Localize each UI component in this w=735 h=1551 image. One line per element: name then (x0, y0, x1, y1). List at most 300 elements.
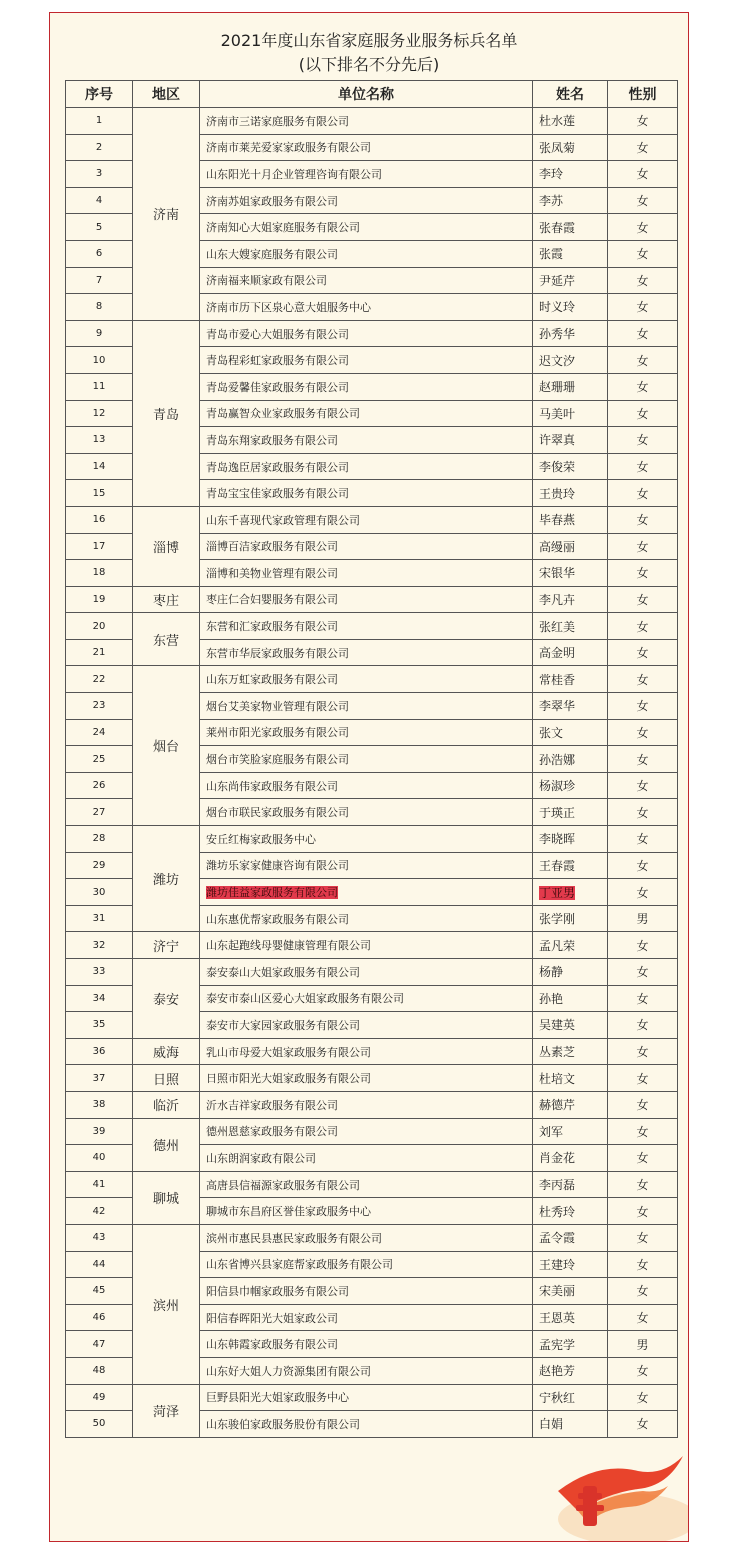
cell-no: 35 (66, 1012, 133, 1039)
cell-person-name (533, 852, 608, 879)
person-name-text: 孙秀华 (539, 327, 576, 342)
cell-unit (200, 506, 533, 533)
cell-gender: 女 (608, 1065, 678, 1092)
cell-no: 7 (66, 267, 133, 294)
cell-region: 菏泽 (133, 1384, 200, 1437)
unit-name-text: 安丘红梅家政服务中心 (206, 832, 316, 846)
cell-no: 45 (66, 1278, 133, 1305)
table-row (66, 1171, 678, 1198)
cell-unit (200, 639, 533, 666)
cell-unit (200, 347, 533, 374)
cell-person-name (533, 1384, 608, 1411)
cell-unit (200, 1278, 533, 1305)
cell-no: 20 (66, 613, 133, 640)
cell-gender: 女 (608, 1171, 678, 1198)
cell-person-name (533, 560, 608, 587)
cell-gender: 女 (608, 240, 678, 267)
unit-name-text: 青岛宝宝佳家政服务有限公司 (206, 487, 349, 501)
cell-gender: 女 (608, 560, 678, 587)
person-name-text: 丁亚男 (539, 885, 576, 900)
cell-unit (200, 134, 533, 161)
cell-unit (200, 932, 533, 959)
unit-name-text: 青岛爱馨佳家政服务有限公司 (206, 380, 349, 394)
cell-no: 15 (66, 480, 133, 507)
table-body (66, 108, 678, 1438)
cell-no: 9 (66, 320, 133, 347)
cell-gender: 女 (608, 267, 678, 294)
cell-person-name (533, 1331, 608, 1358)
cell-gender: 男 (608, 905, 678, 932)
cell-no: 10 (66, 347, 133, 374)
cell-person-name (533, 1224, 608, 1251)
cell-gender: 女 (608, 719, 678, 746)
person-name-text: 孟令霞 (539, 1231, 576, 1246)
cell-unit (200, 1065, 533, 1092)
cell-no: 28 (66, 826, 133, 853)
cell-no: 12 (66, 400, 133, 427)
person-name-text: 张春霞 (539, 220, 576, 235)
cell-gender: 女 (608, 1384, 678, 1411)
person-name-text: 孟宪学 (539, 1337, 576, 1352)
person-name-text: 白娟 (539, 1417, 564, 1432)
cell-person-name (533, 533, 608, 560)
cell-person-name (533, 320, 608, 347)
cell-unit (200, 746, 533, 773)
cell-unit (200, 905, 533, 932)
unit-name-text: 山东省博兴县家庭帮家政服务有限公司 (206, 1258, 393, 1272)
table-row (66, 932, 678, 959)
cell-region: 滨州 (133, 1224, 200, 1384)
cell-no: 3 (66, 161, 133, 188)
person-name-text: 许翠真 (539, 433, 576, 448)
unit-name-text: 枣庄仁合妇婴服务有限公司 (206, 593, 338, 607)
cell-person-name (533, 1198, 608, 1225)
cell-person-name (533, 1357, 608, 1384)
cell-unit (200, 1357, 533, 1384)
cell-unit (200, 1145, 533, 1172)
cell-no: 40 (66, 1145, 133, 1172)
cell-gender: 女 (608, 852, 678, 879)
cell-no: 13 (66, 427, 133, 454)
unit-name-text: 烟台市联民家政服务有限公司 (206, 806, 349, 820)
cell-gender: 女 (608, 693, 678, 720)
cell-unit (200, 1384, 533, 1411)
cell-unit (200, 1251, 533, 1278)
cell-no: 39 (66, 1118, 133, 1145)
person-name-text: 杨淑珍 (539, 779, 576, 794)
cell-no: 37 (66, 1065, 133, 1092)
unit-name-text: 山东阳光十月企业管理咨询有限公司 (206, 167, 382, 181)
cell-gender: 女 (608, 799, 678, 826)
cell-no: 4 (66, 187, 133, 214)
person-name-text: 李苏 (539, 194, 564, 209)
cell-unit (200, 1038, 533, 1065)
cell-no: 44 (66, 1251, 133, 1278)
cell-no: 14 (66, 453, 133, 480)
cell-person-name (533, 1038, 608, 1065)
unit-name-text: 山东千喜现代家政管理有限公司 (206, 513, 360, 527)
cell-unit (200, 693, 533, 720)
cell-gender: 女 (608, 932, 678, 959)
cell-region: 威海 (133, 1038, 200, 1065)
cell-gender: 女 (608, 746, 678, 773)
unit-name-text: 东营市华辰家政服务有限公司 (206, 646, 349, 660)
person-name-text: 李晓晖 (539, 832, 576, 847)
cell-region: 青岛 (133, 320, 200, 506)
cell-unit (200, 214, 533, 241)
red-ribbon-decoration (518, 1431, 688, 1541)
cell-gender: 女 (608, 639, 678, 666)
person-name-text: 刘军 (539, 1124, 564, 1139)
person-name-text: 宁秋红 (539, 1390, 576, 1405)
unit-name-text: 山东惠优帮家政服务有限公司 (206, 912, 349, 926)
cell-person-name (533, 294, 608, 321)
person-name-text: 于瑛正 (539, 805, 576, 820)
cell-no: 16 (66, 506, 133, 533)
person-name-text: 王恩英 (539, 1311, 576, 1326)
cell-gender: 男 (608, 1331, 678, 1358)
cell-gender: 女 (608, 1012, 678, 1039)
cell-person-name (533, 639, 608, 666)
person-name-text: 时义玲 (539, 300, 576, 315)
person-name-text: 肖金花 (539, 1151, 576, 1166)
unit-name-text: 济南福来顺家政有限公司 (206, 274, 327, 288)
cell-unit (200, 985, 533, 1012)
cell-gender: 女 (608, 613, 678, 640)
cell-unit (200, 1304, 533, 1331)
cell-region: 淄博 (133, 506, 200, 586)
table-row (66, 320, 678, 347)
cell-region: 东营 (133, 613, 200, 666)
unit-name-text: 日照市阳光大姐家政服务有限公司 (206, 1072, 371, 1086)
person-name-text: 杜培文 (539, 1071, 576, 1086)
cell-no: 50 (66, 1411, 133, 1438)
cell-gender: 女 (608, 134, 678, 161)
cell-no: 19 (66, 586, 133, 613)
unit-name-text: 山东韩霞家政服务有限公司 (206, 1338, 338, 1352)
cell-gender: 女 (608, 506, 678, 533)
cell-unit (200, 1091, 533, 1118)
cell-person-name (533, 826, 608, 853)
cell-gender: 女 (608, 480, 678, 507)
header-name: 姓名 (533, 81, 608, 108)
table-row (66, 1224, 678, 1251)
person-name-text: 赫德芹 (539, 1098, 576, 1113)
person-name-text: 张霞 (539, 247, 564, 262)
person-name-text: 高缦丽 (539, 539, 576, 554)
header-unit: 单位名称 (200, 81, 533, 108)
cell-person-name (533, 613, 608, 640)
unit-name-text: 济南苏姐家政服务有限公司 (206, 194, 338, 208)
cell-person-name (533, 427, 608, 454)
cell-person-name (533, 799, 608, 826)
cell-gender: 女 (608, 1118, 678, 1145)
person-name-text: 王春霞 (539, 858, 576, 873)
unit-name-text: 淄博百洁家政服务有限公司 (206, 540, 338, 554)
cell-unit (200, 826, 533, 853)
cell-unit (200, 187, 533, 214)
table-row (66, 1384, 678, 1411)
table-row (66, 108, 678, 135)
unit-name-text: 烟台市笑脸家庭服务有限公司 (206, 753, 349, 767)
person-name-text: 毕春燕 (539, 513, 576, 528)
cell-no: 5 (66, 214, 133, 241)
cell-person-name (533, 1171, 608, 1198)
unit-name-text: 淄博和美物业管理有限公司 (206, 566, 338, 580)
cell-unit (200, 320, 533, 347)
cell-gender: 女 (608, 1251, 678, 1278)
cell-person-name (533, 161, 608, 188)
cell-no: 30 (66, 879, 133, 906)
unit-name-text: 济南市历下区泉心意大姐服务中心 (206, 300, 371, 314)
cell-unit (200, 453, 533, 480)
cell-person-name (533, 1091, 608, 1118)
person-name-text: 丛素芝 (539, 1045, 576, 1060)
cell-no: 31 (66, 905, 133, 932)
cell-no: 21 (66, 639, 133, 666)
person-name-text: 孙浩娜 (539, 752, 576, 767)
person-name-text: 赵艳芳 (539, 1364, 576, 1379)
cell-unit (200, 719, 533, 746)
cell-person-name (533, 932, 608, 959)
person-name-text: 迟文汐 (539, 353, 576, 368)
cell-unit (200, 1331, 533, 1358)
unit-name-text: 青岛程彩虹家政服务有限公司 (206, 354, 349, 368)
cell-no: 36 (66, 1038, 133, 1065)
unit-name-text: 莱州市阳光家政服务有限公司 (206, 726, 349, 740)
person-name-text: 尹延芹 (539, 273, 576, 288)
cell-no: 27 (66, 799, 133, 826)
unit-name-text: 山东起跑线母婴健康管理有限公司 (206, 939, 371, 953)
unit-name-text: 济南知心大姐家庭服务有限公司 (206, 221, 360, 235)
unit-name-text: 泰安泰山大姐家政服务有限公司 (206, 965, 360, 979)
cell-region: 临沂 (133, 1091, 200, 1118)
cell-region: 日照 (133, 1065, 200, 1092)
unit-name-text: 山东大嫂家庭服务有限公司 (206, 247, 338, 261)
cell-person-name (533, 240, 608, 267)
person-name-text: 杨静 (539, 965, 564, 980)
person-name-text: 张红美 (539, 619, 576, 634)
table-row (66, 959, 678, 986)
cell-person-name (533, 134, 608, 161)
unit-name-text: 济南市三诺家庭服务有限公司 (206, 114, 349, 128)
person-name-text: 李丙磊 (539, 1178, 576, 1193)
cell-person-name (533, 1251, 608, 1278)
cell-gender: 女 (608, 1224, 678, 1251)
cell-no: 25 (66, 746, 133, 773)
page-subtitle: (以下排名不分先后) (298, 55, 440, 74)
cell-gender: 女 (608, 187, 678, 214)
cell-no: 41 (66, 1171, 133, 1198)
cell-unit (200, 1118, 533, 1145)
cell-gender: 女 (608, 108, 678, 135)
cell-no: 43 (66, 1224, 133, 1251)
cell-no: 23 (66, 693, 133, 720)
cell-gender: 女 (608, 772, 678, 799)
cell-no: 38 (66, 1091, 133, 1118)
cell-no: 49 (66, 1384, 133, 1411)
table-row (66, 826, 678, 853)
cell-no: 18 (66, 560, 133, 587)
table-row (66, 586, 678, 613)
cell-region: 烟台 (133, 666, 200, 826)
cell-person-name (533, 347, 608, 374)
unit-name-text: 山东好大姐人力资源集团有限公司 (206, 1364, 371, 1378)
cell-unit (200, 1012, 533, 1039)
cell-no: 46 (66, 1304, 133, 1331)
person-name-text: 孙艳 (539, 991, 564, 1006)
cell-region: 聊城 (133, 1171, 200, 1224)
cell-unit (200, 480, 533, 507)
cell-no: 29 (66, 852, 133, 879)
unit-name-text: 山东骏伯家政服务股份有限公司 (206, 1417, 360, 1431)
person-name-text: 李玲 (539, 167, 564, 182)
unit-name-text: 青岛东翔家政服务有限公司 (206, 433, 338, 447)
person-name-text: 吴建英 (539, 1018, 576, 1033)
unit-name-text: 乳山市母爱大姐家政服务有限公司 (206, 1045, 371, 1059)
cell-gender: 女 (608, 453, 678, 480)
cell-no: 2 (66, 134, 133, 161)
cell-no: 26 (66, 772, 133, 799)
cell-unit (200, 1224, 533, 1251)
cell-unit (200, 613, 533, 640)
cell-unit (200, 240, 533, 267)
cell-gender: 女 (608, 533, 678, 560)
cell-no: 6 (66, 240, 133, 267)
cell-no: 33 (66, 959, 133, 986)
page-title: 2021年度山东省家庭服务业服务标兵名单 (220, 31, 518, 50)
unit-name-text: 山东朗润家政有限公司 (206, 1151, 316, 1165)
cell-person-name (533, 985, 608, 1012)
person-name-text: 王贵玲 (539, 486, 576, 501)
cell-gender: 女 (608, 1145, 678, 1172)
header-gender: 性别 (608, 81, 678, 108)
cell-person-name (533, 373, 608, 400)
unit-name-text: 潍坊乐家家健康咨询有限公司 (206, 859, 349, 873)
table-row (66, 1118, 678, 1145)
cell-gender: 女 (608, 959, 678, 986)
unit-name-text: 东营和汇家政服务有限公司 (206, 620, 338, 634)
person-name-text: 宋银华 (539, 566, 576, 581)
table-row (66, 1065, 678, 1092)
cell-gender: 女 (608, 320, 678, 347)
person-name-text: 高金明 (539, 646, 576, 661)
cell-no: 11 (66, 373, 133, 400)
cell-gender: 女 (608, 879, 678, 906)
cell-no: 24 (66, 719, 133, 746)
cell-gender: 女 (608, 985, 678, 1012)
cell-unit (200, 161, 533, 188)
unit-name-text: 青岛市爱心大姐服务有限公司 (206, 327, 349, 341)
table-row (66, 506, 678, 533)
cell-region: 枣庄 (133, 586, 200, 613)
cell-person-name (533, 453, 608, 480)
table-row (66, 1091, 678, 1118)
cell-person-name (533, 719, 608, 746)
cell-no: 47 (66, 1331, 133, 1358)
unit-name-text: 潍坊佳益家政服务有限公司 (206, 886, 338, 900)
unit-name-text: 山东尚伟家政服务有限公司 (206, 779, 338, 793)
unit-name-text: 沂水吉祥家政服务有限公司 (206, 1098, 338, 1112)
person-name-text: 孟凡荣 (539, 938, 576, 953)
cell-person-name (533, 666, 608, 693)
person-name-text: 李翠华 (539, 699, 576, 714)
cell-unit (200, 1171, 533, 1198)
cell-unit (200, 373, 533, 400)
cell-unit (200, 799, 533, 826)
person-name-text: 张学刚 (539, 912, 576, 927)
cell-gender: 女 (608, 214, 678, 241)
cell-region: 泰安 (133, 959, 200, 1039)
unit-name-text: 烟台艾美家物业管理有限公司 (206, 699, 349, 713)
unit-name-text: 阳信春晖阳光大姐家政公司 (206, 1311, 338, 1325)
cell-unit (200, 267, 533, 294)
person-name-text: 马美叶 (539, 406, 576, 421)
unit-name-text: 高唐县信福源家政服务有限公司 (206, 1178, 360, 1192)
person-name-text: 杜水莲 (539, 114, 576, 129)
person-name-text: 王建玲 (539, 1257, 576, 1272)
cell-no: 32 (66, 932, 133, 959)
cell-unit (200, 959, 533, 986)
unit-name-text: 滨州市惠民县惠民家政服务有限公司 (206, 1231, 382, 1245)
table-row (66, 613, 678, 640)
cell-gender: 女 (608, 294, 678, 321)
cell-gender: 女 (608, 161, 678, 188)
cell-person-name (533, 1304, 608, 1331)
cell-region: 济南 (133, 108, 200, 321)
unit-name-text: 青岛赢智众业家政服务有限公司 (206, 407, 360, 421)
cell-person-name (533, 1065, 608, 1092)
person-name-text: 赵珊珊 (539, 380, 576, 395)
cell-unit (200, 108, 533, 135)
cell-unit (200, 852, 533, 879)
cell-no: 42 (66, 1198, 133, 1225)
unit-name-text: 泰安市泰山区爱心大姐家政服务有限公司 (206, 992, 404, 1006)
person-name-text: 李凡卉 (539, 592, 576, 607)
cell-person-name (533, 746, 608, 773)
cell-no: 17 (66, 533, 133, 560)
cell-region: 潍坊 (133, 826, 200, 932)
cell-no: 22 (66, 666, 133, 693)
cell-gender: 女 (608, 826, 678, 853)
cell-unit (200, 427, 533, 454)
table-row (66, 1038, 678, 1065)
cell-gender: 女 (608, 1278, 678, 1305)
person-name-text: 常桂香 (539, 672, 576, 687)
cell-region: 济宁 (133, 932, 200, 959)
cell-person-name (533, 1118, 608, 1145)
person-name-text: 杜秀玲 (539, 1204, 576, 1219)
cell-person-name (533, 693, 608, 720)
cell-gender: 女 (608, 586, 678, 613)
unit-name-text: 青岛逸臣居家政服务有限公司 (206, 460, 349, 474)
person-name-text: 宋美丽 (539, 1284, 576, 1299)
cell-no: 34 (66, 985, 133, 1012)
cell-unit (200, 533, 533, 560)
cell-person-name (533, 480, 608, 507)
person-name-text: 李俊荣 (539, 460, 576, 475)
cell-gender: 女 (608, 427, 678, 454)
honor-list-table (65, 80, 678, 1438)
cell-person-name (533, 905, 608, 932)
unit-name-text: 阳信县巾帼家政服务有限公司 (206, 1284, 349, 1298)
cell-unit (200, 586, 533, 613)
unit-name-text: 德州恩慈家政服务有限公司 (206, 1125, 338, 1139)
cell-unit (200, 772, 533, 799)
cell-person-name (533, 1278, 608, 1305)
cell-person-name (533, 879, 608, 906)
cell-gender: 女 (608, 1038, 678, 1065)
